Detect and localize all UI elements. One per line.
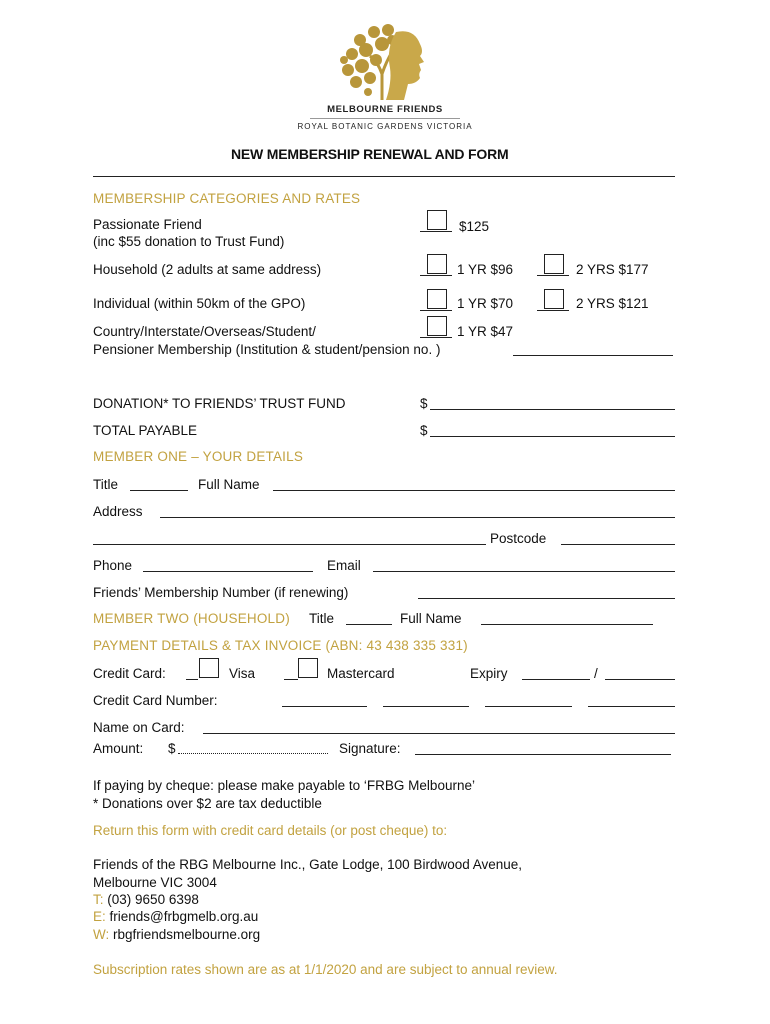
member-two-heading: MEMBER TWO (HOUSEHOLD) <box>93 611 290 626</box>
country-price: 1 YR $47 <box>457 324 514 339</box>
expiry-label: Expiry <box>470 666 508 681</box>
return-address-line1: Friends of the RBG Melbourne Inc., Gate Lodge, 100 Birdwood Avenue, <box>93 857 523 872</box>
checkbox-underline <box>537 310 569 311</box>
member-two-title-field[interactable] <box>346 624 392 625</box>
checkbox-underline <box>420 337 452 338</box>
address-field-line2[interactable] <box>93 544 486 545</box>
mastercard-checkbox[interactable] <box>298 658 318 678</box>
total-currency: $ <box>420 423 428 438</box>
donation-label: DONATION* TO FRIENDS’ TRUST FUND <box>93 396 346 411</box>
logo-subtitle: ROYAL BOTANIC GARDENS VICTORIA <box>297 122 473 131</box>
phone-field[interactable] <box>143 571 313 572</box>
contact-web <box>93 927 260 943</box>
passionate-note: (inc $55 donation to Trust Fund) <box>93 234 285 249</box>
address-label: Address <box>93 504 143 519</box>
logo-name: MELBOURNE FRIENDS <box>327 104 443 115</box>
individual-2yr-checkbox[interactable] <box>544 289 564 309</box>
mastercard-label: Mastercard <box>327 666 395 681</box>
individual-2yr-price: 2 YRS $121 <box>576 296 649 311</box>
expiry-month-field[interactable] <box>522 679 590 680</box>
return-heading: Return this form with credit card details (or post cheque) to: <box>93 823 448 838</box>
expiry-separator: / <box>594 666 598 681</box>
amount-label: Amount: <box>93 741 144 756</box>
expiry-year-field[interactable] <box>605 679 675 680</box>
cheque-note: If paying by cheque: please make payable to ‘FRBG Melbourne’ <box>93 778 475 793</box>
individual-1yr-checkbox[interactable] <box>427 289 447 309</box>
member-one-heading: MEMBER ONE – YOUR DETAILS <box>93 449 304 464</box>
email-field[interactable] <box>373 571 675 572</box>
total-field[interactable] <box>430 436 675 437</box>
membership-number-field[interactable] <box>418 598 675 599</box>
signature-label: Signature: <box>339 741 401 756</box>
household-1yr-checkbox[interactable] <box>427 254 447 274</box>
phone-number: (03) 9650 6398 <box>107 892 199 907</box>
checkbox-underline <box>186 679 198 680</box>
phone-prefix: T: <box>93 892 104 907</box>
member-one-title-field[interactable] <box>130 490 188 491</box>
email-label: Email <box>327 558 361 573</box>
form-title: NEW MEMBERSHIP RENEWAL AND FORM <box>231 146 509 162</box>
pensioner-note: Pensioner Membership (Institution & student/pension no. ) <box>93 342 441 357</box>
phone-label: Phone <box>93 558 133 573</box>
visa-checkbox[interactable] <box>199 658 219 678</box>
web-address[interactable]: rbgfriendsmelbourne.org <box>113 927 261 942</box>
household-1yr-price: 1 YR $96 <box>457 262 514 277</box>
member-one-fullname-label: Full Name <box>198 477 260 492</box>
postcode-field[interactable] <box>561 544 675 545</box>
checkbox-underline <box>537 275 569 276</box>
member-one-title-label: Title <box>93 477 119 492</box>
email-prefix: E: <box>93 909 106 924</box>
individual-1yr-price: 1 YR $70 <box>457 296 514 311</box>
donation-field[interactable] <box>430 409 675 410</box>
total-label: TOTAL PAYABLE <box>93 423 198 438</box>
household-2yr-price: 2 YRS $177 <box>576 262 649 277</box>
name-on-card-field[interactable] <box>203 733 675 734</box>
country-label: Country/Interstate/Overseas/Student/ <box>93 324 316 339</box>
title-divider <box>93 176 675 177</box>
card-number-label: Credit Card Number: <box>93 693 218 708</box>
web-prefix: W: <box>93 927 110 942</box>
checkbox-underline <box>420 275 452 276</box>
pension-number-field[interactable] <box>513 355 673 356</box>
checkbox-underline <box>284 679 298 680</box>
checkbox-underline <box>420 310 452 311</box>
visa-label: Visa <box>229 666 256 681</box>
logo-divider <box>310 118 460 119</box>
email-address[interactable]: friends@frbgmelb.org.au <box>109 909 259 924</box>
card-number-field-2[interactable] <box>383 706 469 707</box>
donation-note: * Donations over $2 are tax deductible <box>93 796 322 811</box>
checkbox-underline <box>420 231 452 232</box>
household-label: Household (2 adults at same address) <box>93 262 322 277</box>
address-field-line1[interactable] <box>160 517 675 518</box>
credit-card-label: Credit Card: <box>93 666 166 681</box>
tree-face-icon <box>330 22 440 104</box>
contact-email <box>93 909 258 925</box>
payment-heading: PAYMENT DETAILS & TAX INVOICE (ABN: 43 438 335 331) <box>93 638 468 653</box>
passionate-label: Passionate Friend <box>93 217 202 232</box>
donation-currency: $ <box>420 396 428 411</box>
membership-number-label: Friends’ Membership Number (if renewing) <box>93 585 349 600</box>
amount-currency: $ <box>168 741 176 756</box>
signature-field[interactable] <box>415 754 671 755</box>
member-two-fullname-field[interactable] <box>481 624 653 625</box>
member-two-fullname-label: Full Name <box>400 611 462 626</box>
postcode-label: Postcode <box>490 531 547 546</box>
passionate-checkbox[interactable] <box>427 210 447 230</box>
member-two-title-label: Title <box>309 611 335 626</box>
card-number-field-3[interactable] <box>485 706 572 707</box>
card-number-field-1[interactable] <box>282 706 367 707</box>
country-checkbox[interactable] <box>427 316 447 336</box>
footer-note: Subscription rates shown are as at 1/1/2020 and are subject to annual review. <box>93 962 558 977</box>
amount-field[interactable] <box>178 741 328 754</box>
household-2yr-checkbox[interactable] <box>544 254 564 274</box>
return-address-line2: Melbourne VIC 3004 <box>93 875 217 890</box>
member-one-fullname-field[interactable] <box>273 490 675 491</box>
passionate-price: $125 <box>459 219 490 234</box>
card-number-field-4[interactable] <box>588 706 675 707</box>
contact-phone <box>93 892 199 908</box>
categories-heading: MEMBERSHIP CATEGORIES AND RATES <box>93 191 361 206</box>
logo <box>290 22 480 131</box>
individual-label: Individual (within 50km of the GPO) <box>93 296 306 311</box>
name-on-card-label: Name on Card: <box>93 720 185 735</box>
